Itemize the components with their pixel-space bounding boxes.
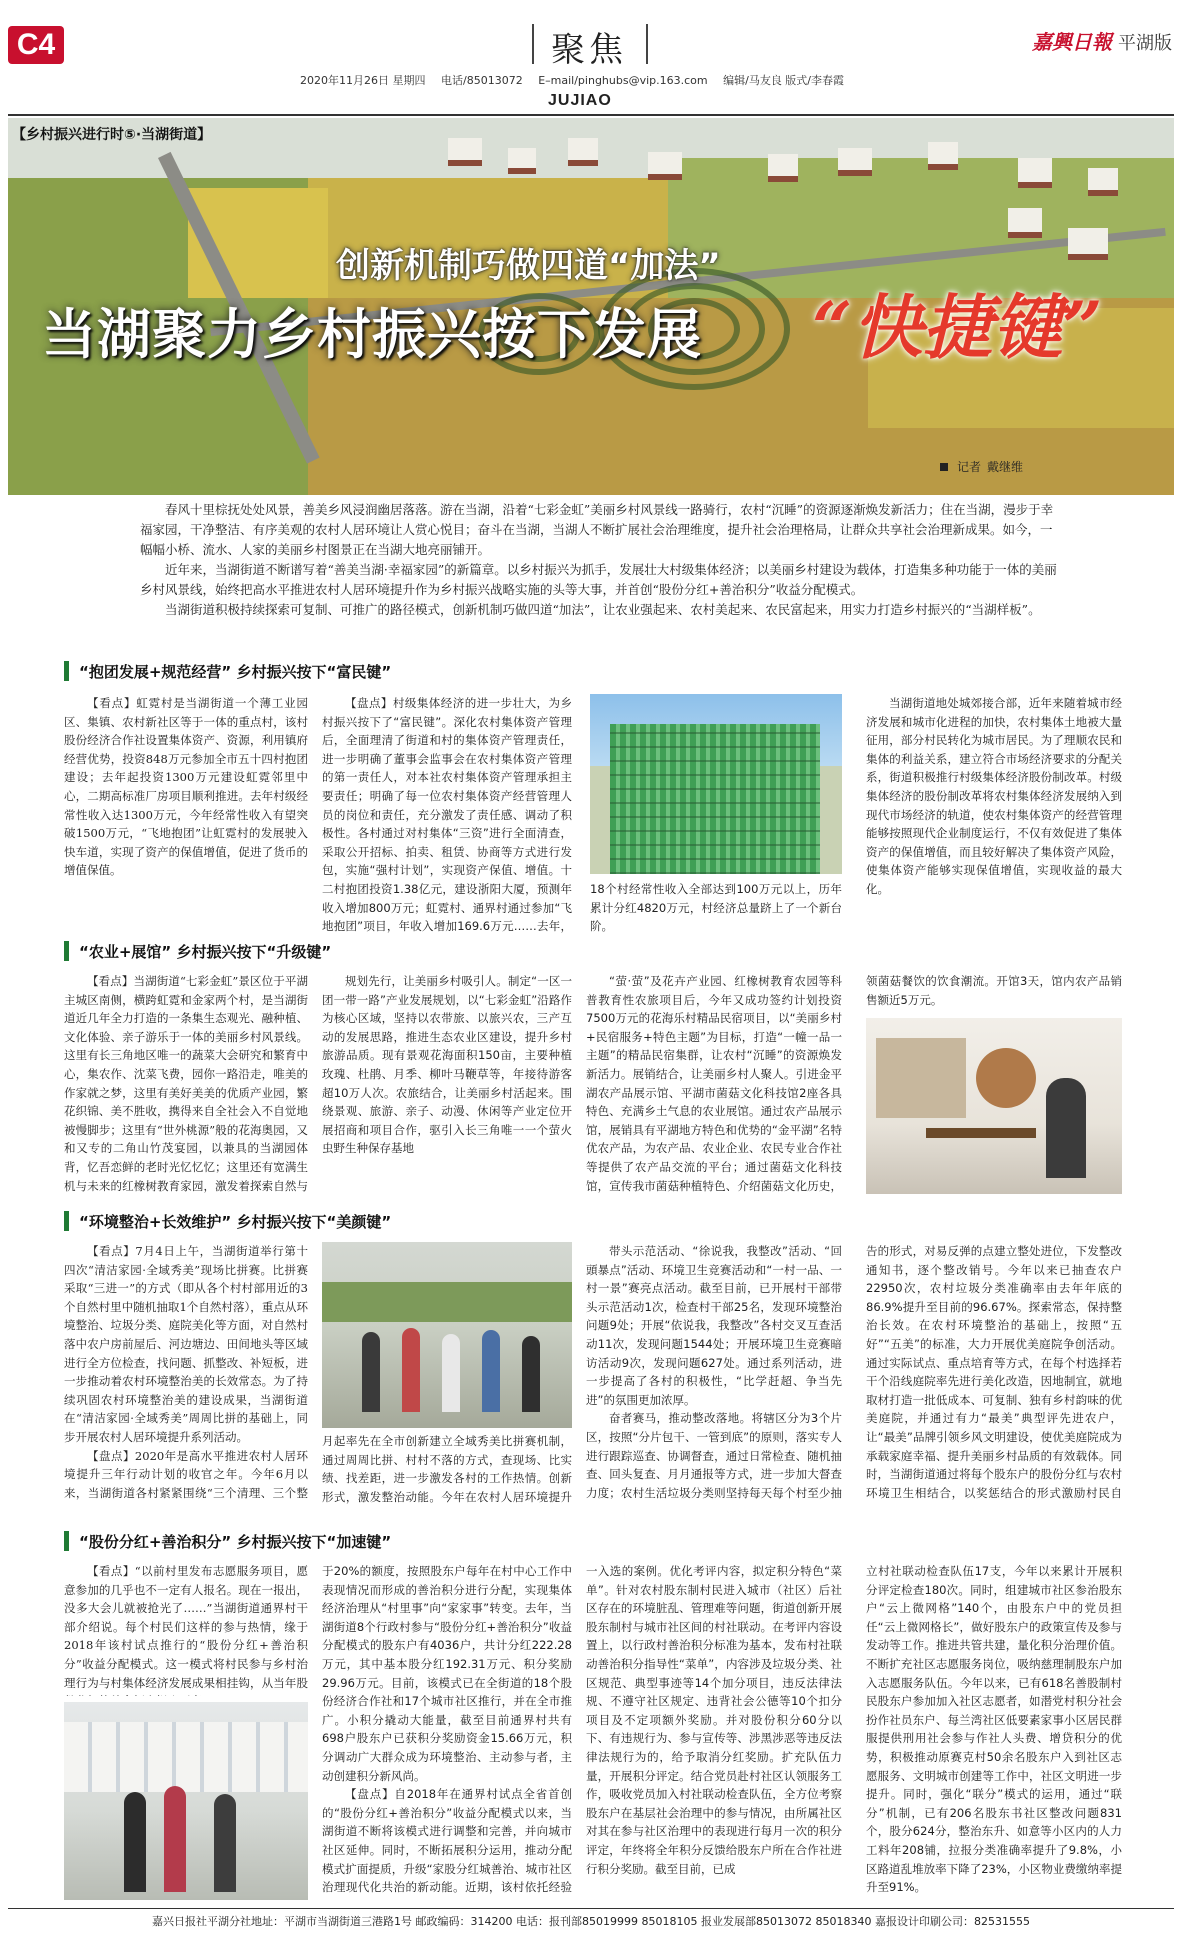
paragraph: 【盘点】2020年是高水平推进农村人居环境提升三年行动计划的收官之年。今年6月以来，当湖街道各村紧紧围绕“三个清理、三个整 <box>64 1448 308 1500</box>
paragraph: 立村社联动检查队伍17支，今年以来累计开展积分评定检查180次。同时，组建城市社区参治股东户“云上微网格”140个，由股东户中的党员担任“云上微网格长”，做好股东户的政策宣传及参与发动等工作。推进共管共建，量化积分治理价值。不断扩充社区志愿服务岗位，吸纳慈理制股东户加入志愿服务队伍。今年以来，已有618名善股制村民股东户参加加入社区志愿者，如潜党村积分社会扮作社员东户、每兰湾社区低要素家事小区居民群服提供刑用社会参与作社人头费、增贷积分的优势，积极推动原赛克村50余名股东户入到社区志愿服务、文明城市创建等工作中，社区文明进一步提升。同时，强化“联分”模式的运用，通过“联分”机制，已有206名股东书社区整改问题831个，股分624分，整治东升、如意等小区内的人力工料年208铺，拉报分类准确率提升了9.8%，小区路道乱堆放率下降了23%，小区物业费缴纳率提升至91%。 <box>866 1564 1122 1895</box>
article-column <box>866 972 1122 1012</box>
hero-title-highlight: “快捷键” <box>812 286 1103 369</box>
hero-aerial-photo <box>8 118 1174 495</box>
hero-title: 当湖聚力乡村振兴按下发展 <box>42 303 702 366</box>
article-column <box>590 880 842 936</box>
paragraph: 【看点】“以前村里发布志愿服务项目，愿意参加的几乎也不一定有人报名。现在一报出，没多大会儿就被抢光了……”当湖街道通界村干部介绍说。每个村民们这样的参与热情，缘于2018年该村试点推行的“股份分红+善治积分”收益分配模式。这一模式将村民参与乡村治理行为与村集体经济发展成果相挂钩，从当年股 <box>64 1564 308 1690</box>
section-heading <box>64 940 331 962</box>
paragraph: 18个村经常性收入全部达到100万元以上，历年累计分红4820万元，村经济总量跻上了一个新台阶。 <box>590 882 842 934</box>
hero-subtitle: 创新机制巧做四道“加法” <box>336 246 721 286</box>
editors: 编辑/马友良 版式/李春霞 <box>723 74 845 87</box>
section-divider-right <box>646 24 648 64</box>
article-column <box>64 694 308 934</box>
article-column <box>866 1562 1122 1900</box>
section-heading-text: “抱团发展+规范经营” 乡村振兴按下“富民键” <box>79 662 392 681</box>
paragraph: “萤·萤”及花卉产业园、红橡树教育农园等科普教育性农旅项目后，今年又成功签约计划投资7500万元的花海乐村精品民宿项目，以“美丽乡村+民宿服务+特色主题”为目标，打造“一幢一品一主题”的精品民宿集群，让农村“沉睡”的资源焕发新活力。展销结合，让美丽乡村人聚人。引进金平湖农产品展示馆、平湖市菌菇文化科技馆2座各具特色、充满乡土气息的农业展馆。通过农产品展示馆，展销具有平湖地方特色和优势的“金平湖”名特优农产品，为农产品、农业企业、农民专业合作社等提供了农产品交流的平台；通过菌菇文化科技馆，宣传我市菌菇种植特色、介绍菌菇文化历史， <box>586 974 842 1193</box>
article-column <box>586 1242 842 1504</box>
villagers-photo <box>322 1242 572 1428</box>
article-column <box>64 1562 308 1696</box>
exhibition-hall-photo <box>866 1018 1122 1194</box>
footer-rule <box>8 1908 1174 1909</box>
construction-photo <box>590 694 842 874</box>
paragraph: 【看点】虹霓村是当湖街道一个薄工业园区、集镇、农村新社区等于一体的重点村，该村股份经济合作社设置集体资产、资源，利用镇府经营优势，投资848万元参加全市五十四村抱团建设；去年起投资1300万元建设虹霓邻里中心，二期高标准厂房项目顺利推进。去年村级经常性收入达1300万元，今年经常性收入有望突破1500万元，“飞地抱团”让虹霓村的发展驶入快车道，实现了资产的保值增值，促进了货币的增值保值。 <box>64 696 308 878</box>
article-column <box>322 972 572 1198</box>
section-heading-bar <box>64 1531 69 1551</box>
article-column <box>866 1242 1122 1504</box>
paragraph: 【看点】7月4日上午，当湖街道举行第十四次“清洁家园·全域秀美”现场比拼赛。比拼赛采取“三进一”的方式（即从各个村村部用近的3个自然村里中随机抽取1个自然村落），重点从环境整治、垃圾分类、庭院美化等方面，对自然村落中农户房前屋后、河边塘边、田间地头等区域进行全方位检查，找问题、抓整改、补短板，进一步推动着农村环境整治美的长效常态。为了持续巩固农村环境整治美的建设成果，当湖街道在“清洁家园·全域秀美”周周比拼的基础上，同步开展农村人居环境提升系列活动。 <box>64 1244 308 1444</box>
intro-paragraph: 春风十里棕抚处处风景，善美乡风浸润幽居落落。游在当湖，沿着“七彩金虹”美丽乡村风景线一路骑行，农村“沉睡”的资源逐渐焕发新活力；住在当湖，漫步于幸福家园，干净整洁、有序美观的农村人居环境让人赏心悦目；奋斗在当湖，当湖人不断扩展社会治理维度，提升社会治理格局，让群众共享社会治理新成果。如今，一幅幅小桥、流水、人家的美丽乡村图景正在当湖大地亮丽铺开。 <box>140 502 1054 557</box>
masthead-meta <box>300 72 856 88</box>
brand-logo-text: 嘉興日報 <box>1032 30 1112 54</box>
section-heading-bar <box>64 661 69 681</box>
phone: 电话/85013072 <box>441 74 523 87</box>
section-heading <box>64 660 391 682</box>
section-heading-text: “农业+展馆” 乡村振兴按下“升级键” <box>79 942 332 961</box>
notice-board-photo <box>64 1702 308 1900</box>
paragraph: 【盘点】村级集体经济的进一步壮大，为乡村振兴按下了“富民键”。深化农村集体资产管理后，全面理清了街道和村的集体资产管理责任，进一步明确了董事会监事会在农村集体资产管理的第一责任人，对本社农村集体资产管理承担主要责任；明确了每一位农村集体资产经营管理人员的岗位和责任，充分激发了责任感、调动了积极性。各村通过对村集体“三资”进行全面清查，采取公开招标、拍卖、租赁、协商等方式进行发包，实施“强村计划”，实现资产保值、增值。十二村抱团投资1.38亿元，建设浙阳大厦，预测年收入增加800万元；虹霓村、通界村通过参加“飞地抱团”项目，年收入增加169.6万元……去年， <box>322 696 572 934</box>
paragraph: 规划先行，让美丽乡村吸引人。制定“一区一团一带一路”产业发展规划，以“七彩金虹”沿路作为核心区域，坚持以农带旅、以旅兴农，三产互动的发展思路，推进生态农业区建设，提升乡村旅游品质。现有景观花海面积150亩，主要种植玫瑰、杜鹃、月季、柳叶马鞭草等，年接待游客超10万人次。农旅结合，让美丽乡村活起来。围绕景观、旅游、亲子、动漫、休闲等产业定位开展招商和项目合作，驱引入长三角唯一一个萤火虫野生种保存基地 <box>322 974 572 1156</box>
page-number-tag: C4 <box>8 26 64 64</box>
paragraph: 告的形式，对易反弹的点建立整处进位，下发整改通知书，逐个整改销号。今年以来已抽查农户22950次，农村垃圾分类准确率由去年年底的86.9%提升至目前的96.67%。探索常态，保持整治长效。在农村环境整治的基础上，按照“五好”“五美”的标准，大力开展优美庭院争创活动。通过实际试点、重点培育等方式，在每个村选择若干个沿线庭院率先进行美化改造，因地制宜，就地取材打造一批低成本、可复制、独有乡村韵味的优美庭院，并通过有力“最美”典型评先进农户，让“最美”品牌引领乡风文明建设，使优美庭院成为承载家庭幸福、提升美丽乡村品质的有效载体。同时，当湖街道通过将每个股东户的股份分红与农村环境卫生相结合，以奖惩结合的形式激励村民自 <box>866 1244 1122 1500</box>
article-column <box>64 1242 308 1504</box>
paragraph: 领菌菇餐饮的饮食潮流。开馆3天，馆内农产品销售额近5万元。 <box>866 974 1122 1007</box>
newspaper-brand <box>1032 26 1172 55</box>
article-column <box>866 694 1122 934</box>
section-heading <box>64 1210 391 1232</box>
byline-name: 戴继维 <box>987 460 1024 474</box>
paragraph: 带头示范活动、“徐说我，我整改”活动、“回頭暴点”活动、环境卫生竞赛活动和“一村一品、一村一景”赛亮点活动。截至目前，已开展村干部带头示范活动1次，检查村干部25名，发现环境整治问题9处；开展“依说我，我整改”各村交叉互查活动11次，发现问题1544处；开展环境卫生竞赛暗访活动9次，发现问题627处。通过系列活动，进一步提高了各村的积极性，“比学赶超、争当先进”的氛围更加浓厚。 <box>586 1244 842 1407</box>
article-column <box>586 972 842 1198</box>
section-name: 聚焦 <box>551 30 627 70</box>
intro-paragraphs <box>140 500 1062 620</box>
byline-label: 记者 <box>957 460 982 474</box>
section-heading <box>64 1530 391 1552</box>
paragraph: 月起率先在全市创新建立全域秀美比拼赛机制，通过周周比拼、村村不落的方式，查现场、比实绩、找差距，进一步激发各村的工作热情。创新形式，激发整治动能。今年在农村人居环境提升 <box>322 1434 572 1504</box>
paragraph: 奋者赛马，推动整改落地。将辖区分为3个片区，按照“分片包干、一管到底”的原则，落实专人进行跟踪巡查、协调督查，通过日常检查、随机抽查、回头复查、月月通报等方式，进一步加大督查力度；农村生活垃圾分类则坚持每天每个村至少抽 <box>586 1411 842 1500</box>
series-label: 【乡村振兴进行时⑤·当湖街道】 <box>12 127 212 143</box>
footer-contact: 嘉兴日报社平湖分社地址：平湖市当湖街道三港路1号 邮政编码：314200 电话：报刊部85019999 85018105 报业发展部85013072 85018340 嘉报设计印刷公司：82531555 <box>152 1915 1030 1928</box>
byline-marker-icon <box>940 463 948 471</box>
article-column <box>586 1562 842 1900</box>
masthead-rule <box>8 114 1174 116</box>
paragraph: 于20%的额度，按照股东户每年在村中心工作中表现情况而形成的善治积分进行分配，实现集体经济治理从“村里事”向“家家事”转变。去年，当湖街道8个行政村参与“股份分红+善治积分”收益分配模式的股东户有4036户，共计分红222.28万元，其中基本股分红192.31万元、积分奖励29.96万元。目前，该模式已在全街道的18个股份经济合作社和17个城市社区推行，并在全市推广。小积分撬动大能量，截至目前通界村共有698户股东户已获积分奖励资金15.66万元，积分调动广大群众成为环境整治、主动参与者，主动创建积分新风尚。 <box>322 1564 572 1783</box>
article-column <box>64 972 308 1198</box>
section-heading-text: “股份分红+善治积分” 乡村振兴按下“加速键” <box>79 1532 392 1551</box>
byline <box>934 458 1023 475</box>
section-heading-bar <box>64 1211 69 1231</box>
section-heading-text: “环境整治+长效维护” 乡村振兴按下“美颜键” <box>79 1212 392 1231</box>
paragraph: 【看点】当湖街道“七彩金虹”景区位于平湖主城区南侧，横跨虹霓和金家两个村，是当湖街道近几年全力打造的一条集生态观光、融种植、文化体验、亲子游乐于一体的美丽乡村风景线。这里有长三角地区唯一的蔬菜大会研究和繁育中心，集农作、沈菜飞费，园你一路沿走，唯美的作家就之梦，这里有美好美美的优质产业园，繁花织锦、美不胜收，携得来自全社会入不自觉地被慢脚步；这里有“世外桃源”般的花海奥园，又和又专的二角山竹茂宴园，以兼具的当湖园体背，忆吾恋鲜的老时光忆忆忆；这里还有宽满生机与未来的红橡树教育家园，激发着探索自然与 <box>64 974 308 1193</box>
paragraph: 当湖街道地处城郊接合部，近年来随着城市经济发展和城市化进程的加快，农村集体土地被大量征用，部分村民转化为城市居民。为了理顺农民和集体的利益关系，建立符合市场经济要求的分配关系，街道积极推行村级集体经济股份制改革。村级集体经济的股份制改革将农村集体经济发展纳入到现代市场经济的轨道，使农村集体资产的经营管理能够按照现代企业制度运行，不仅有效促进了集体资产的保值增值，而且较好解决了集体资产风险，使集体资产能够实现保值增值，实现收益的最大化。 <box>866 696 1122 896</box>
email: E–mail/pinghubs@vip.163.com <box>538 74 708 87</box>
section-heading-bar <box>64 941 69 961</box>
edition-name: 平湖版 <box>1118 33 1172 54</box>
intro-paragraph: 当湖街道积极持续探索可复制、可推广的路径模式，创新机制巧做四道“加法”，让农业强起来、农村美起来、农民富起来，用实力打造乡村振兴的“当湖样板”。 <box>165 602 1041 617</box>
section-pinyin: JUJIAO <box>548 92 612 109</box>
paragraph: 【盘点】自2018年在通界村试点全省首创的“股份分红+善治积分”收益分配模式以来，当湖街道不断将该模式进行调整和完善，并向城市社区延伸。同时，不断拓展积分运用，推动分配模式扩面提质，升级“家股分红城善治、城市社区治理现代化共治的新动能。近期，该村依托经验 <box>322 1787 572 1895</box>
article-column <box>322 1432 572 1504</box>
issue-date: 2020年11月26日 星期四 <box>300 74 426 87</box>
article-column <box>322 1562 572 1900</box>
paragraph: 一入选的案例。优化考评内容，拟定积分特色“菜单”。针对农村股东制村民进入城市（社区）后社区存在的环境脏乱、管理难等问题，街道创新开展股东制村与城市社区间的村社联动。在考评内容设置上，以行政村善治积分标准为基本，发布村社联动善治积分指导性“菜单”，内容涉及垃圾分类、社区规范、典型事迹等14个加分项目，违反法律法规、不遵守社区规定、违背社会公德等10个扣分项目及不定项额外奖励。并对股份积分60分以下、有违规行为、参与宣传等、涉黑涉恶等违反法律法规行为的，给予取消分红奖励。扩充队伍力量，开展积分评定。结合党员赴村社区认领服务工作，吸收党员加入村社联动检查队伍，全方位考察股东户在基层社会治理中的参与情况，由所属社区对其在参与社区治理中的表现进行每月一次的积分评定，年终将全年积分反馈给股东户所在合作社进行积分奖励。截至目前，已成 <box>586 1564 842 1876</box>
article-column <box>322 694 572 934</box>
intro-paragraph: 近年来，当湖街道不断谱写着“善美当湖·幸福家园”的新篇章。以乡村振兴为抓手，发展壮大村级集体经济；以美丽乡村建设为载体，打造集多种功能于一体的美丽乡村风景线，始终把高水平推进农村人居环境提升作为乡村振兴战略实施的头等大事，并首创“股份分红+善治积分”收益分配模式。 <box>140 562 1057 597</box>
